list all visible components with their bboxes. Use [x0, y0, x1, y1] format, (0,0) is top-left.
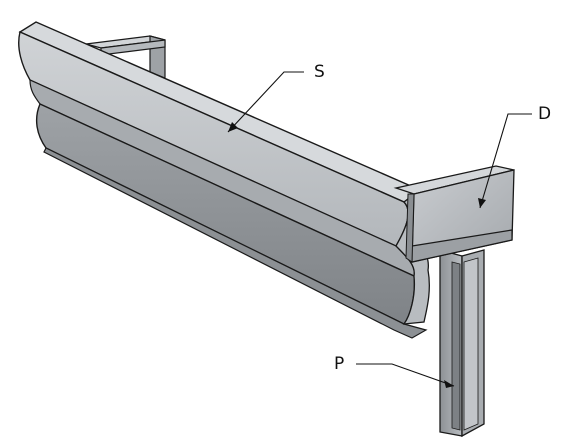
label-p: P: [334, 354, 345, 374]
front-post: [440, 250, 484, 436]
label-d: D: [538, 104, 552, 124]
label-s: S: [314, 62, 325, 82]
leader-p: [356, 364, 454, 386]
w-beam-rail: [19, 22, 430, 338]
front-spacer: [396, 166, 514, 262]
